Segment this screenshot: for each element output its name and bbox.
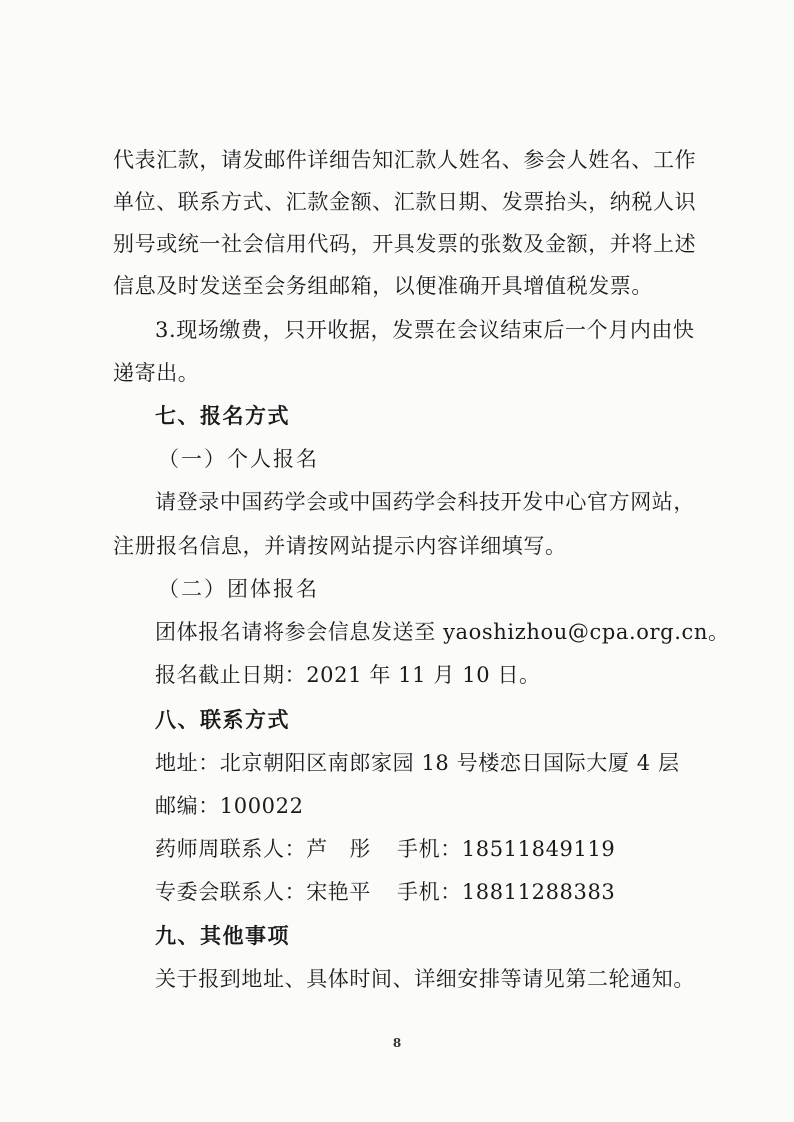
section-heading-other: 九、其他事项 [155,923,290,948]
contact-phone: 手机：18511849119 [397,837,616,861]
paragraph-line: 递寄出。 [113,361,200,385]
section-heading-registration: 七、报名方式 [155,403,290,428]
page-number: 8 [392,1036,402,1050]
contact-name: 专委会联系人：宋艳平 [155,880,371,904]
contact-row [155,835,615,863]
contact-row [155,878,615,906]
paragraph-line: 代表汇款，请发邮件详细告知汇款人姓名、参会人姓名、工作 [113,148,697,172]
paragraph-line: 关于报到地址、具体时间、详细安排等请见第二轮通知。 [155,967,695,991]
contact-phone: 手机：18811288383 [397,880,616,904]
registration-deadline: 报名截止日期：2021 年 11 月 10 日。 [155,663,541,687]
paragraph-line: 注册报名信息，并请按网站提示内容详细填写。 [113,534,567,558]
contact-address: 地址：北京朝阳区南郎家园 18 号楼恋日国际大厦 4 层 [155,751,680,775]
paragraph-line: 单位、联系方式、汇款金额、汇款日期、发票抬头，纳税人识 [113,190,697,214]
subsection-heading-group: （二）团体报名 [158,577,319,601]
contact-name: 药师周联系人：芦 彤 [155,837,371,861]
contact-postcode: 邮编：100022 [155,794,304,818]
subsection-heading-individual: （一）个人报名 [158,447,319,471]
paragraph-line: 请登录中国药学会或中国药学会科技开发中心官方网站， [155,490,695,514]
paragraph-line: 别号或统一社会信用代码，开具发票的张数及金额，并将上述 [113,232,697,256]
section-heading-contact: 八、联系方式 [155,707,290,732]
paragraph-line: 3.现场缴费，只开收据，发票在会议结束后一个月内由快 [155,318,695,342]
paragraph-line: 信息及时发送至会务组邮箱，以便准确开具增值税发票。 [113,274,653,298]
paragraph-line: 团体报名请将参会信息发送至 yaoshizhou@cpa.org.cn。 [155,620,730,644]
